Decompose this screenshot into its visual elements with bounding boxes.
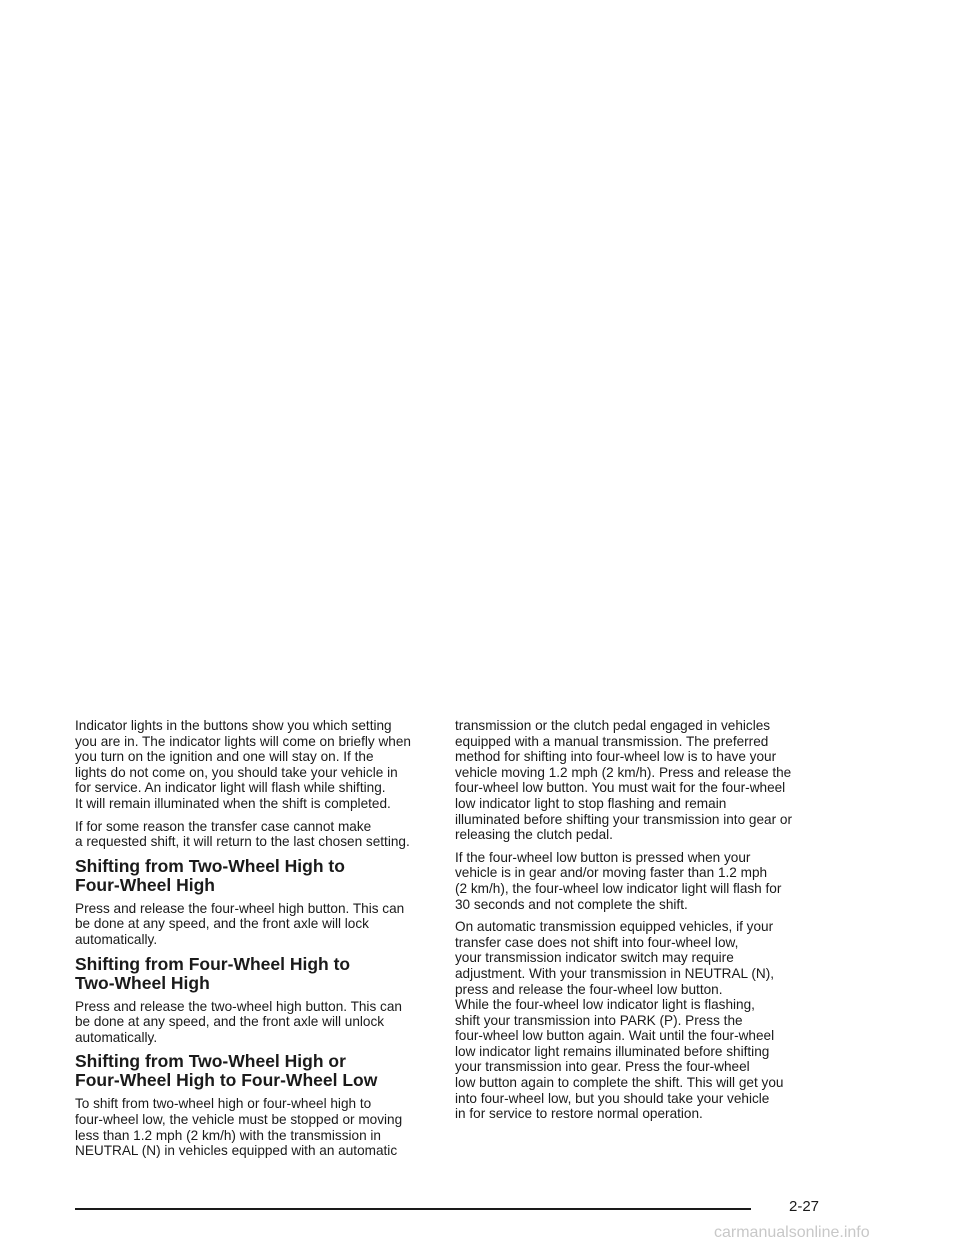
heading-four-high-to-two-high: Shifting from Four-Wheel High to Two-Wheel High — [75, 953, 351, 993]
paragraph-button-pressed-in-gear: If the four-wheel low button is pressed when your vehicle is in gear and/or moving faster than 1.2 mph (2 km/h), the four-wheel low indicator light will flash for 30 seconds and not complete the shift. — [455, 849, 782, 912]
watermark: carmanualsonline.info — [714, 1224, 870, 1241]
page-number: 2-27 — [789, 1198, 820, 1215]
paragraph-to-four-low-continued: transmission or the clutch pedal engaged in vehicles equipped with a manual transmission. The preferred method for shifting into four-wheel low is to have your vehicle moving 1.2 mph (2 km/h). Press and release the four-wheel low button. You must wait for the four-wheel low indicator light to stop flashing and remain illuminated before shifting your transmission into gear or releasing the clutch pedal. — [455, 718, 792, 843]
paragraph-four-high-to-two-high: Press and release the two-wheel high button. This can be done at any speed, and the front axle will unlock automatically. — [75, 998, 402, 1045]
paragraph-two-high-to-four-high: Press and release the four-wheel high button. This can be done at any speed, and the front axle will lock automatically. — [75, 900, 405, 947]
paragraph-automatic-transmission-adjustment: On automatic transmission equipped vehicles, if your transfer case does not shift into four-wheel low, your transmission indicator switch may require adjustment. With your transmission in NEUTRAL (N), press and release the four-wheel low button. While the four-wheel low indicator light is flashing, shift your transmission into PARK (P). Press the four-wheel low button again. Wait until the four-wheel low indicator light remains illuminated before shifting your transmission into gear. Press the four-wheel low button again to complete the shift. This will get you into four-wheel low, but you should take your vehicle in for service to restore normal operation. — [455, 919, 784, 1122]
left-column — [75, 718, 439, 1166]
footer-rule — [75, 1208, 751, 1210]
paragraph-requested-shift: If for some reason the transfer case cannot make a requested shift, it will return to the last chosen setting. — [75, 818, 410, 850]
right-column — [455, 718, 819, 1129]
heading-two-high-to-four-high: Shifting from Two-Wheel High to Four-Wheel High — [75, 855, 345, 895]
paragraph-indicator-lights: Indicator lights in the buttons show you which setting you are in. The indicator lights will come on briefly when you turn on the ignition and one will stay on. If the lights do not come on, you should take your vehicle in for service. An indicator light will flash while shifting. It will remain illuminated when the shift is completed. — [75, 718, 411, 811]
paragraph-to-four-low-start: To shift from two-wheel high or four-wheel high to four-wheel low, the vehicle must be stopped or moving less than 1.2 mph (2 km/h) with the transmission in NEUTRAL (N) in vehicles equipped with an automatic — [75, 1096, 403, 1159]
heading-to-four-low: Shifting from Two-Wheel High or Four-Wheel High to Four-Wheel Low — [75, 1051, 378, 1091]
